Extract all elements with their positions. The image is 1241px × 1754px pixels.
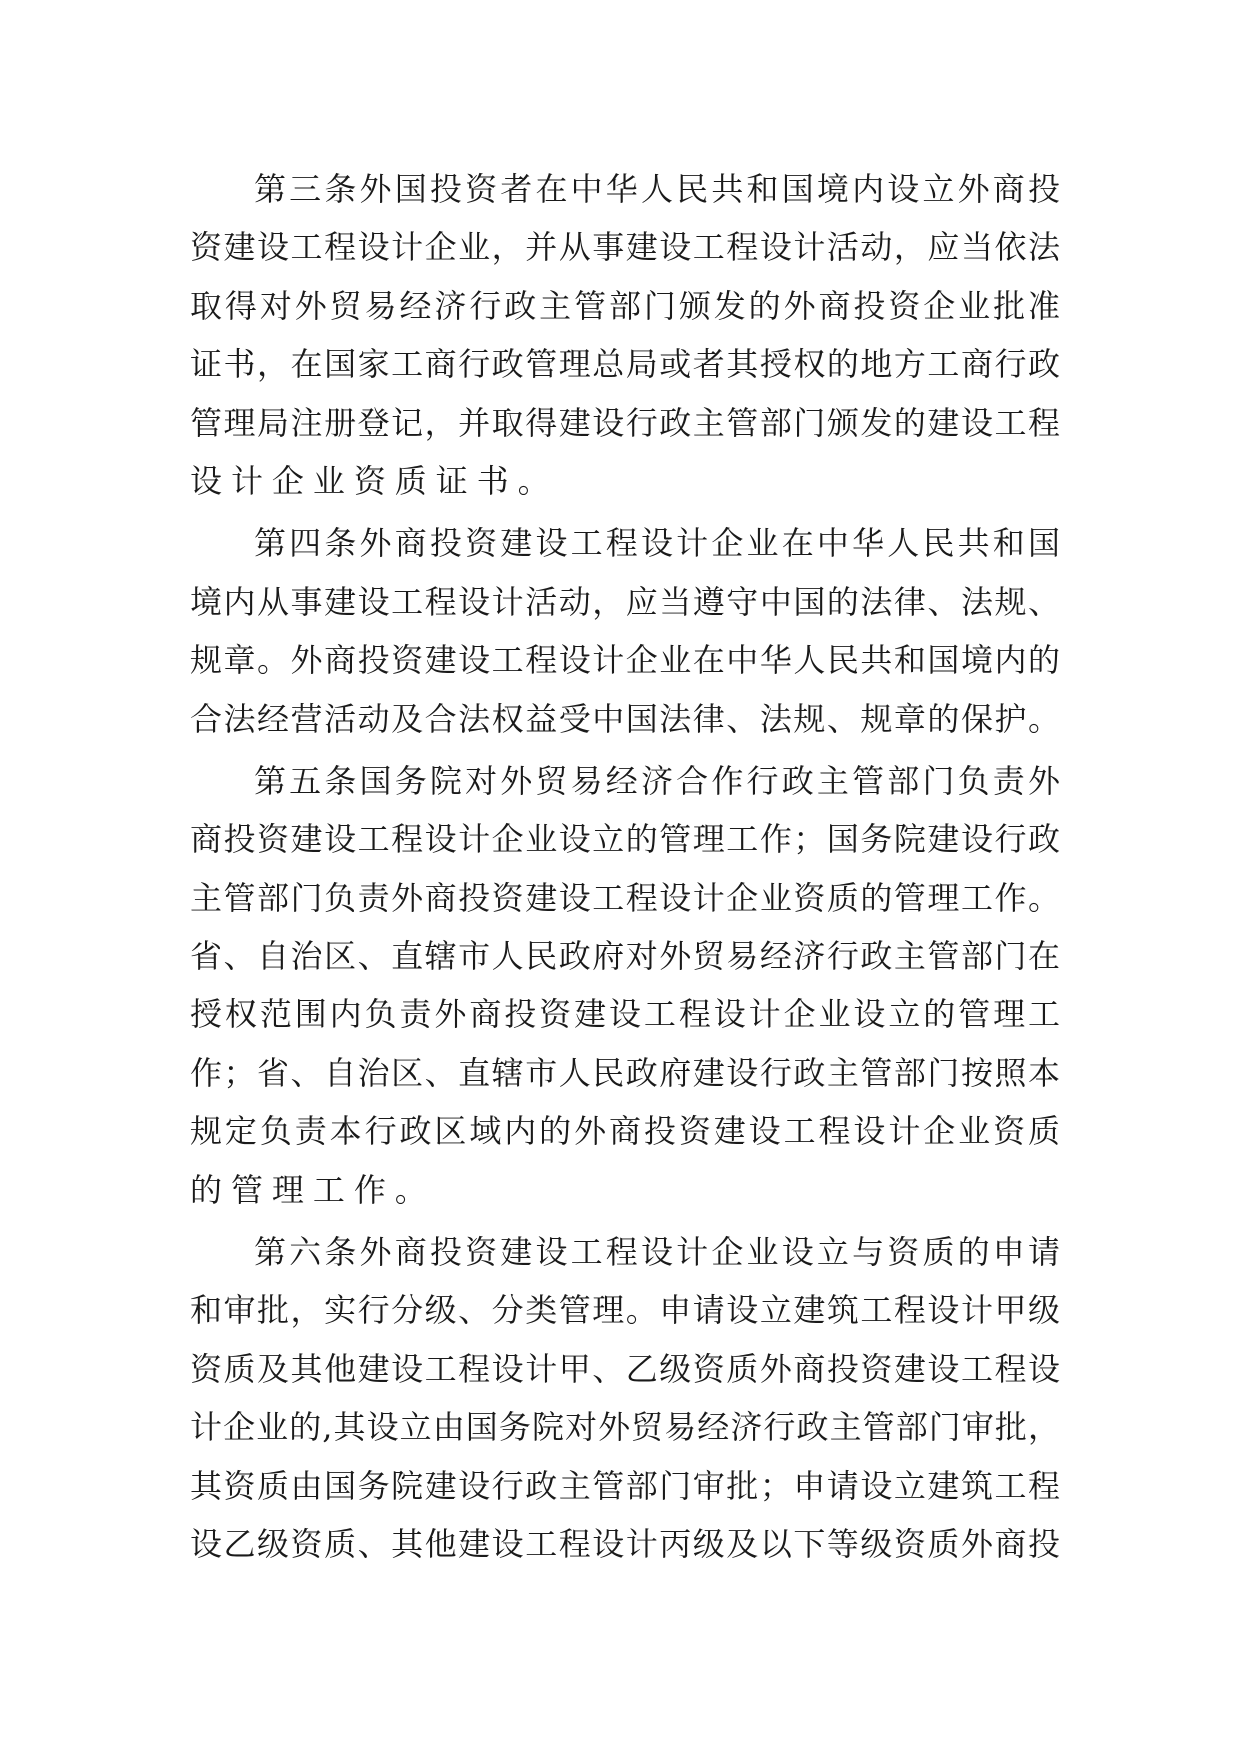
text-line: 合法经营活动及合法权益受中国法律、法规、规章的保护。: [190, 699, 1060, 738]
text-line: 的管理工作。: [190, 1170, 436, 1209]
document-body: [190, 160, 1060, 1573]
text-line: 和审批，实行分级、分类管理。申请设立建筑工程设计甲级: [190, 1291, 1060, 1330]
text-line: 证书，在国家工商行政管理总局或者其授权的地方工商行政: [190, 345, 1060, 384]
paragraph-article-5: [190, 752, 1060, 1219]
text-line: 主管部门负责外商投资建设工程设计企业资质的管理工作。: [190, 878, 1060, 917]
text-line: 设乙级资质、其他建设工程设计丙级及以下等级资质外商投: [190, 1524, 1060, 1563]
text-line: 授权范围内负责外商投资建设工程设计企业设立的管理工: [190, 995, 1060, 1034]
text-line: 设计企业资质证书。: [190, 461, 559, 500]
text-line: 第四条外商投资建设工程设计企业在中华人民共和国: [254, 524, 1060, 563]
text-line: 管理局注册登记，并取得建设行政主管部门颁发的建设工程: [190, 403, 1060, 442]
text-line: 作；省、自治区、直辖市人民政府建设行政主管部门按照本: [190, 1053, 1060, 1092]
text-line: 省、自治区、直辖市人民政府对外贸易经济行政主管部门在: [190, 937, 1060, 976]
text-line: 第三条外国投资者在中华人民共和国境内设立外商投: [254, 170, 1060, 208]
text-line: 资质及其他建设工程设计甲、乙级资质外商投资建设工程设: [190, 1349, 1060, 1388]
paragraph-article-3: [190, 160, 1060, 510]
text-line: 商投资建设工程设计企业设立的管理工作；国务院建设行政: [190, 820, 1060, 859]
text-line: 其资质由国务院建设行政主管部门审批；申请设立建筑工程: [190, 1466, 1060, 1505]
text-line: 规章。外商投资建设工程设计企业在中华人民共和国境内的: [190, 641, 1060, 680]
text-line: 资建设工程设计企业，并从事建设工程设计活动，应当依法: [190, 228, 1060, 267]
text-line: 规定负责本行政区域内的外商投资建设工程设计企业资质: [190, 1112, 1060, 1151]
text-line: 境内从事建设工程设计活动，应当遵守中国的法律、法规、: [190, 582, 1060, 621]
paragraph-article-4: [190, 514, 1060, 748]
paragraph-article-6: [190, 1223, 1060, 1573]
text-line: 计企业的,其设立由国务院对外贸易经济行政主管部门审批，: [190, 1408, 1060, 1447]
text-line: 第五条国务院对外贸易经济合作行政主管部门负责外: [254, 761, 1060, 800]
text-line: 第六条外商投资建设工程设计企业设立与资质的申请: [254, 1233, 1060, 1272]
text-line: 取得对外贸易经济行政主管部门颁发的外商投资企业批准: [190, 286, 1060, 325]
